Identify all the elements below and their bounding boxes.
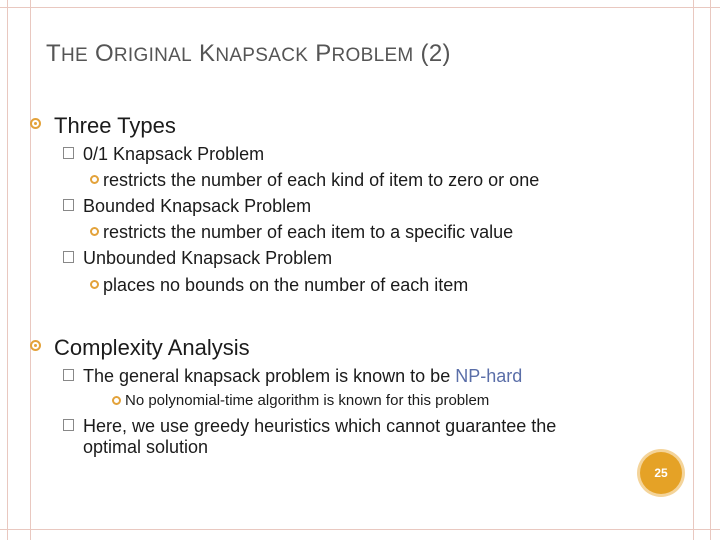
list-subitem [125,392,489,409]
section-heading-complexity [54,335,250,361]
list-item-label: Here, we use greedy heuristics which cannot guarantee the [83,416,557,436]
list-item [83,248,332,269]
title-word-rest: NAPSACK [215,45,309,66]
section-heading-text: Complexity Analysis [54,335,250,360]
ring-bullet-icon [90,227,99,236]
title-word-rest: RIGINAL [113,45,193,66]
square-bullet-icon [63,147,74,159]
section-heading-types [54,113,176,139]
list-item-label: 0/1 Knapsack Problem [83,144,265,164]
frame-line-top [0,7,720,8]
list-item [83,144,264,165]
square-bullet-icon [63,251,74,263]
list-item [83,416,556,437]
title-cap-letter: T [46,40,61,67]
frame-line-right [710,0,711,540]
square-bullet-icon [63,419,74,431]
title-cap-letter: K [199,40,216,67]
title-cap-letter: P [315,40,332,67]
list-subitem-text: No polynomial-time algorithm is known for this problem [125,392,490,409]
list-item-label: Unbounded Knapsack Problem [83,248,333,268]
page-number: 25 [654,466,668,480]
list-subitem [103,222,513,243]
list-subitem [103,170,539,191]
square-bullet-icon [63,199,74,211]
ring-bullet-icon [30,340,41,351]
list-item-label: optimal solution [83,437,209,457]
list-item [83,366,522,387]
square-bullet-icon [63,369,74,381]
list-subitem [103,275,468,296]
frame-line-bottom [0,529,720,530]
ring-bullet-icon [30,118,41,129]
list-item [83,196,311,217]
list-subitem-text: places no bounds on the number of each item [103,275,469,295]
title-word-rest: HE [60,45,88,66]
title-word-rest: ROBLEM [331,45,414,66]
ring-bullet-icon [90,175,99,184]
list-item-label: The general knapsack problem is known to be [83,366,456,386]
title-cap-letter: O [94,40,114,67]
list-item-continuation [83,437,208,458]
list-item-label: Bounded Knapsack Problem [83,196,312,216]
frame-line-left-inner [30,0,31,540]
np-hard-highlight: NP-hard [455,366,523,386]
slide-title [46,40,451,68]
title-suffix: (2) [420,40,451,67]
ring-bullet-icon [90,280,99,289]
frame-line-right-inner [693,0,694,540]
ring-bullet-icon [112,396,121,405]
section-heading-text: Three Types [54,113,176,138]
page-number-badge [640,452,682,494]
list-subitem-text: restricts the number of each item to a specific value [103,222,514,242]
frame-line-left [7,0,8,540]
list-subitem-text: restricts the number of each kind of item to zero or one [103,170,540,190]
